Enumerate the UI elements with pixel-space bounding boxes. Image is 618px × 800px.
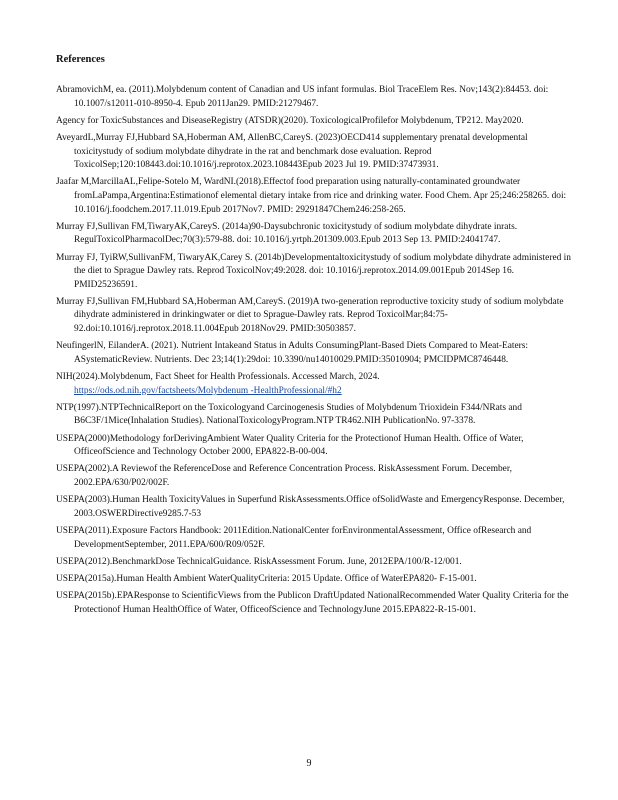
reference-text: NeufingerlN, EilanderA. (2021). Nutrient Intakeand Status in Adults ConsumingPlant-Based Diets Compared to Meat-Eaters: ASystematicReview. Nutrients. Dec 23;14(1):29doi: 10.3390/nu14010029.PMID:35010904; PMCIDPMC8746448. [56, 341, 529, 365]
reference-text: AveyardL,Murray FJ,Hubbard SA,Hoberman AM, AllenBC,CareyS. (2023)OECD414 supplementary prenatal developmental toxicitystudy of sodium molybdate dihydrate in the rat and benchmark dose evaluation. Reprod ToxicolSep;120:108443.doi:10.1016/j.reprotox.2023.108443Epub 2023 Jul 19. PMID:37473931. [56, 132, 528, 171]
reference-text: USEPA(2015b).EPAResponse to ScientificViews from the Publicon DraftUpdated NationalRecommended Water Quality Criteria for the Protectionof Human HealthOffice of Water, OfficeofScience and TechnologyJune 2015.EPA822-R-15-001. [56, 591, 569, 615]
reference-text: Murray FJ,Sullivan FM,Hubbard SA,Hoberman AM,CareyS. (2019)A two-generation reproductive toxicity study of sodium molybdate dihydrate administered in drinkingwater or diet to Sprague-Dawley rats. Reprod ToxicolMar;84:75-92.doi:10.1016/j.reprotox.2018.11.004Epub 2018Nov29. PMID:30503857. [56, 296, 564, 335]
reference-item [56, 463, 576, 490]
reference-item [56, 84, 576, 111]
reference-item [56, 494, 576, 521]
reference-item [56, 221, 576, 248]
reference-item [56, 556, 576, 570]
reference-text: USEPA(2015a).Human Health Ambient WaterQualityCriteria: 2015 Update. Office of WaterEPA820- F-15-001. [56, 573, 477, 584]
reference-item [56, 296, 576, 337]
reference-item [56, 433, 576, 460]
reference-list [56, 84, 576, 621]
reference-item [56, 252, 576, 293]
page-number: 9 [306, 758, 312, 769]
reference-text: Agency for ToxicSubstances and DiseaseRegistry (ATSDR)(2020). ToxicologicalProfilefor Molybdenum, TP212. May2020. [56, 115, 524, 126]
references-heading: References [56, 54, 105, 65]
reference-text: AbramovichM, ea. (2011).Molybdenum content of Canadian and US infant formulas. Biol TraceElem Res. Nov;143(2):84453. doi: 10.1007/s12011-010-8950-4. Epub 2011Jan29. PMID:21279467. [56, 85, 549, 109]
reference-text: Murray FJ,Sullivan FM,TiwaryAK,CareyS. (2014a)90-Daysubchronic toxicitystudy of sodium molybdate dihydrate inrats. RegulToxicolPharmacolDec;70(3):579-88. doi: 10.1016/j.yrtph.201309.003.Epub 2013 Sep 13. PMID:24041747. [56, 221, 518, 246]
reference-text: Murray FJ, TyiRW,SullivanFM, TiwaryAK,Carey S. (2014b)Developmentaltoxicitystudy of sodium molybdate dihydrate administered in the diet to Sprague Dawley rats. Reprod ToxicolNov;49:2028. doi: 10.1016/j.reprotox.2014.09.001Epub 2014Sep 16. PMID25236591. [56, 252, 571, 290]
reference-item [56, 525, 576, 552]
reference-item [56, 590, 576, 617]
reference-item [56, 176, 576, 217]
reference-text: NTP(1997).NTPTechnicalReport on the Toxicologyand Carcinogenesis Studies of Molybdenum Trioxidein F344/NRats and B6C3F/1Mice(Inhalation Studies). NationalToxicologyProgram.NTP TR462.NIH PublicationNo. 97-3378. [56, 402, 522, 427]
reference-text: Jaafar M,MarcillaAL,Felipe-Sotelo M, WardNI.(2018).Effectof food preparation using naturally-contaminated groundwater fromLaPampa,Argentina:Estimationof elemental dietary intake from rice and drinking water. Food Chem. Apr 25;246:258265. doi: 10.1016/j.foodchem.2017.11.019.Epub 2017Nov7. PMID: 29291847Chem246:258-265. [56, 177, 567, 215]
reference-item [56, 402, 576, 429]
reference-text: USEPA(2002).A Reviewof the ReferenceDose and Reference Concentration Process. RiskAssessment Forum. December, 2002.EPA/630/P02/002F. [56, 464, 512, 488]
reference-text: NIH(2024).Molybdenum, Fact Sheet for Health Professionals. Accessed March, 2024. [56, 372, 380, 383]
reference-text: USEPA(2012).BenchmarkDose TechnicalGuidance. RiskAssessment Forum. June, 2012EPA/100/R-12/001. [56, 556, 462, 567]
reference-item [56, 132, 576, 173]
reference-item [56, 371, 576, 398]
reference-text: USEPA(2000)Methodology forDerivingAmbient Water Quality Criteria for the Protectionof Human Health. Office of Water, OfficeofScience and Technology October 2000, EPA822-B-00-004. [56, 433, 524, 458]
reference-item [56, 340, 576, 367]
reference-item [56, 573, 576, 587]
reference-item [56, 115, 576, 129]
reference-text: USEPA(2011).Exposure Factors Handbook: 2011Edition.NationalCenter forEnvironmentalAssessment, Office ofResearch and DevelopmentSeptember, 2011.EPA/600/R09/052F. [56, 525, 532, 550]
nih-fact-sheet-link[interactable]: https://ods.od.nih.gov/factsheets/Molybdenum -HealthProfessional/#h2 [74, 385, 342, 396]
reference-text: USEPA(2003).Human Health ToxicityValues in Superfund RiskAssessments.Office ofSolidWaste and EmergencyResponse. December, 2003.OSWERDirective9285.7-53 [56, 495, 565, 519]
